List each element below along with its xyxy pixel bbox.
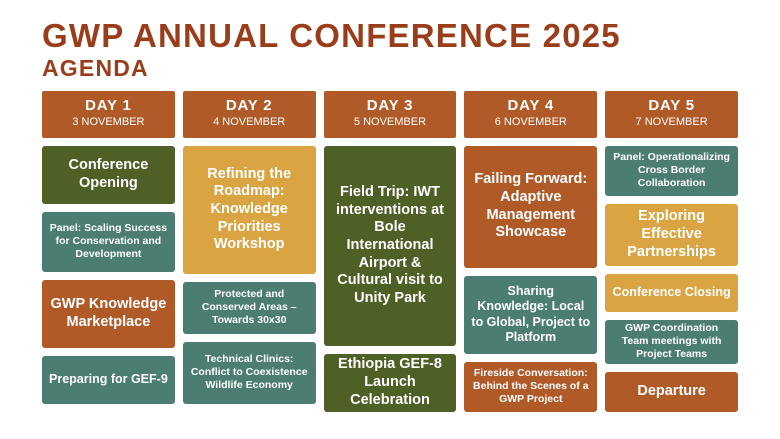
session-card[interactable] (324, 146, 457, 346)
day-header (324, 91, 457, 138)
session-title: Panel: Scaling Success for Conservation and Development (49, 222, 168, 261)
session-card[interactable] (464, 146, 597, 268)
page-subtitle: AGENDA (42, 54, 149, 81)
session-title: Panel: Operationalizing Cross Border Collaboration (613, 151, 730, 190)
session-card[interactable] (464, 276, 597, 354)
day-date: 7 NOVEMBER (635, 116, 708, 129)
session-card[interactable] (324, 354, 457, 412)
day-date: 5 NOVEMBER (353, 116, 427, 129)
day-label: DAY 5 (648, 96, 695, 114)
session-title: GWP Knowledge Marketplace (50, 296, 167, 330)
session-title: Ethiopia GEF-8 Launch Celebration (338, 356, 442, 408)
session-card[interactable] (42, 356, 175, 404)
session-title: Sharing Knowledge: Local to Global, Project to Platform (471, 284, 591, 344)
day-date: 6 NOVEMBER (494, 116, 567, 129)
agenda-column (324, 91, 457, 420)
day-header (183, 91, 316, 138)
agenda-column (42, 91, 175, 420)
session-title: Preparing for GEF-9 (49, 372, 168, 387)
session-title: Conference Closing (612, 285, 731, 300)
session-title: Refining the Roadmap: Knowledge Priorities Workshop (207, 165, 292, 253)
session-card[interactable] (42, 280, 175, 348)
session-card[interactable] (605, 372, 738, 412)
session-card[interactable] (42, 146, 175, 204)
day-header (42, 91, 175, 138)
session-title: Technical Clinics: Conflict to Coexistence Wildlife Economy (190, 353, 308, 392)
session-title: Exploring Effective Partnerships (627, 208, 716, 260)
agenda-column (464, 91, 597, 420)
session-title: GWP Coordination Team meetings with Project Teams (621, 322, 722, 361)
session-card[interactable] (605, 204, 738, 266)
day-label: DAY 2 (225, 96, 273, 114)
session-title: Fireside Conversation: Behind the Scenes of a GWP Project (473, 367, 589, 406)
session-card[interactable] (605, 320, 738, 364)
session-card[interactable] (42, 212, 175, 272)
session-title: Failing Forward: Adaptive Management Showcase (474, 171, 588, 241)
day-header (605, 91, 738, 138)
day-date: 4 NOVEMBER (213, 116, 286, 129)
day-date: 3 NOVEMBER (72, 116, 145, 129)
day-label: DAY 1 (85, 96, 132, 114)
agenda-column (183, 91, 316, 420)
day-label: DAY 4 (507, 96, 555, 114)
session-card[interactable] (605, 146, 738, 196)
session-card[interactable] (464, 362, 597, 412)
session-card[interactable] (183, 342, 316, 404)
session-title: Conference Opening (68, 157, 149, 191)
session-card[interactable] (183, 146, 316, 274)
session-card[interactable] (183, 282, 316, 334)
agenda-column (605, 91, 738, 420)
day-label: DAY 3 (366, 96, 414, 114)
day-header (464, 91, 597, 138)
agenda-grid (42, 91, 738, 420)
session-title: Protected and Conserved Areas – Towards 30x30 (201, 288, 297, 327)
session-title: Field Trip: IWT interventions at Bole International Airport & Cultural visit to Unity Park (336, 183, 444, 306)
session-title: Departure (637, 382, 706, 399)
page-title: GWP ANNUAL CONFERENCE 2025 (42, 17, 621, 54)
session-card[interactable] (605, 274, 738, 312)
